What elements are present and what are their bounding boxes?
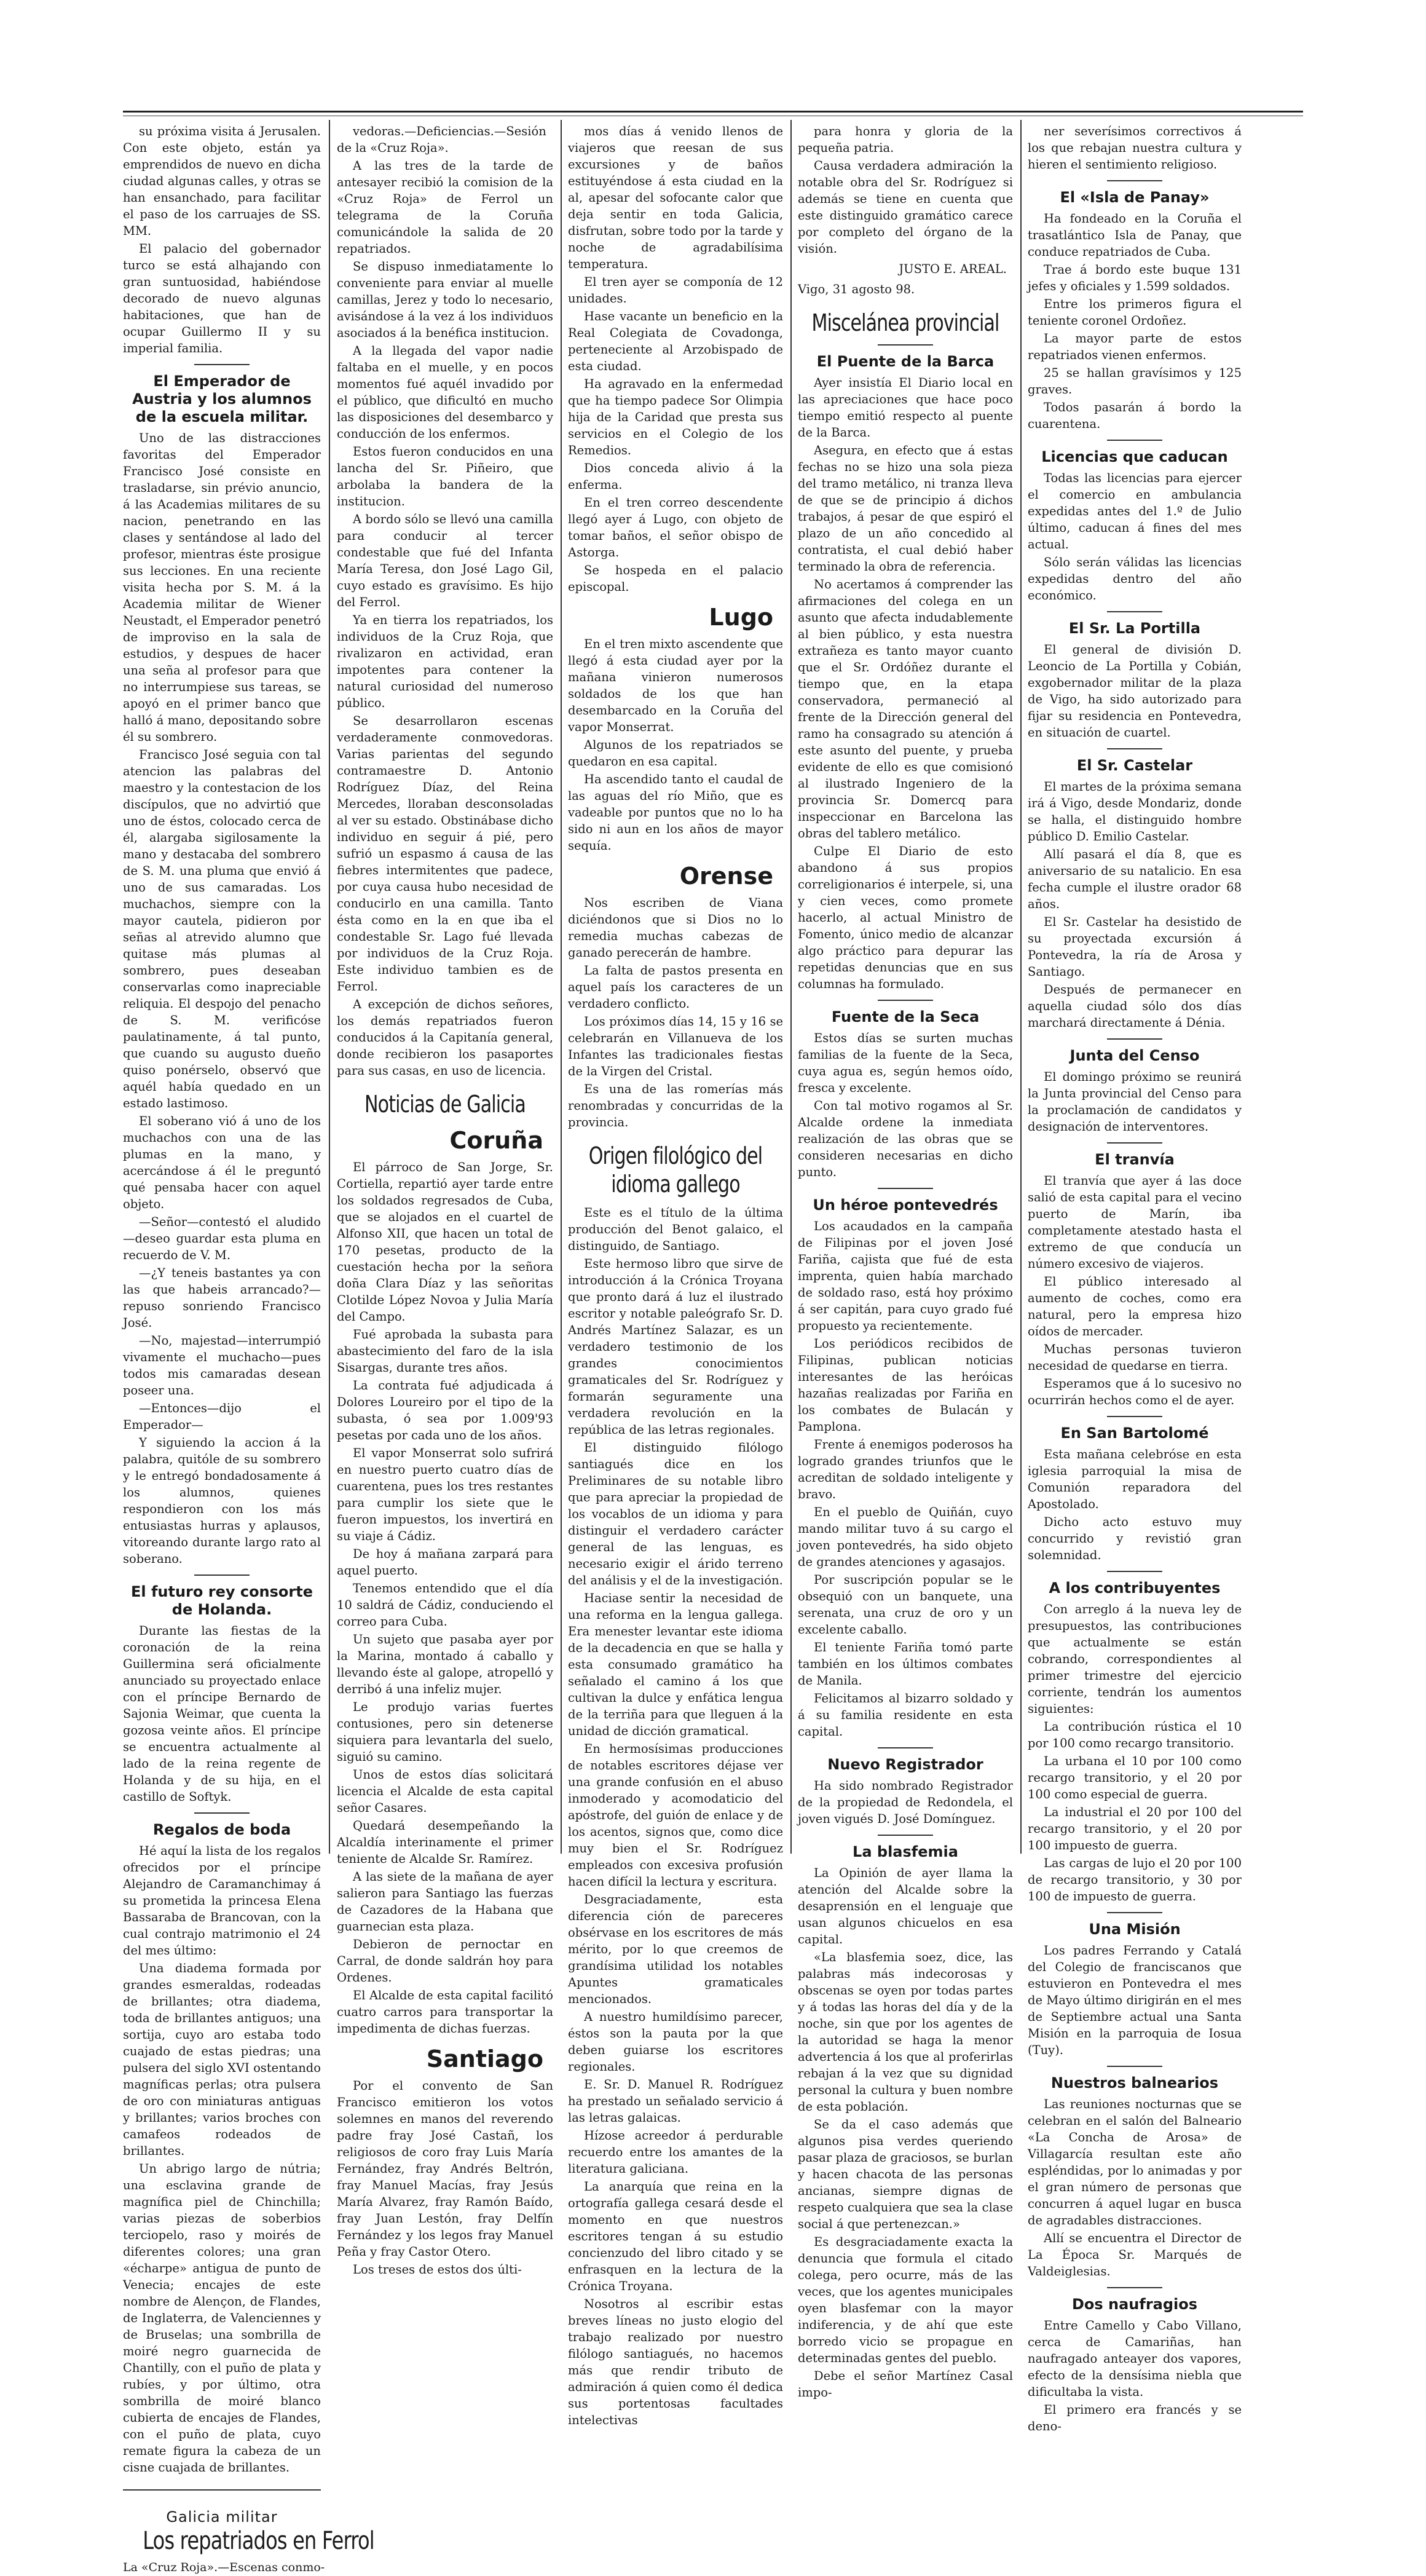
paragraph: Frente á enemigos poderosos ha logrado grandes triunfos que le acreditan de soldado inteligente y bravo.: [798, 1437, 1013, 1501]
paragraph: La urbana el 10 por 100 como recargo transitorio, y el 20 por 100 como especial de guerra.: [1028, 1754, 1242, 1801]
paragraph: Algunos de los repatriados se quedaron en esa capital.: [568, 738, 783, 768]
paragraph: mos días á venido llenos de viajeros que reesan de sus excursiones y de baños estituyéndose á esta ciudad en la al, apesar del sofocante calor que deja sentir en toda Galicia, disfrutan, sobre todo por la tarde y noche de agradabilísima temperatura.: [568, 124, 783, 271]
heading-rule: [878, 1747, 933, 1748]
paragraph: Esta mañana celebróse en esta iglesia parroquial la misa de Comunión reparadora del Apostolado.: [1028, 1447, 1242, 1511]
paragraph: Una diadema formada por grandes esmeraldas, rodeadas de brillantes; otra diadema, toda de brillantes antiguos; una sortija, cuyo aro estaba todo cuajado de estas piedras; una pulsera del siglo XVI ostentando magníficas perlas; otra pulsera de oro con miniaturas antiguas y brillantes; varios broches con camafeos rodeados de brillantes.: [123, 1961, 321, 2158]
heading-rule: [1107, 1416, 1162, 1417]
article-heading: El Sr. La Portilla: [1068, 620, 1201, 637]
article-heading: Dos naufragios: [1071, 2296, 1198, 2313]
paragraph: Hé aquí la lista de los regalos ofrecidos por el príncipe Alejandro de Caramanchimay á su prometida la princesa Elena Bassaraba de Brancovan, con la cual contrajo matrimonio el 24 del mes último:: [123, 1844, 321, 1958]
paragraph: Nosotros al escribir estas breves líneas no justo elogio del trabajo realizado por nuestro filólogo santiagués, no hacemos más que rendir tributo de admiración á quien como él dedica sus portentosas facultades intelectivas: [568, 2297, 783, 2427]
paragraph: Ha fondeado en la Coruña el trasatlántico Isla de Panay, que conduce repatriados de Cuba.: [1028, 211, 1242, 259]
paragraph: E. Sr. D. Manuel R. Rodríguez ha prestado un señalado servicio á las letras galaicas.: [568, 2077, 783, 2125]
paragraph: Con arreglo á la nueva ley de presupuestos, las contribuciones que actualmente se están cobrando, correspondientes al primer trimestre del ejercicio corriente, tendrán los aumentos siguientes:: [1028, 1602, 1242, 1716]
paragraph: Se da el caso además que algunos pisa verdes queriendo pasar plaza de graciosos, se burlan y hacen chacota de las personas ancianas, siempre dignas de respeto cualquiera que sea la clase social á que pertenezcan.»: [798, 2117, 1013, 2231]
paragraph: En el tren mixto ascendente que llegó á esta ciudad ayer por la mañana vinieron numerosos soldados de los que han desembarcado en la Coruña del vapor Monserrat.: [568, 637, 783, 734]
paragraph: Ha sido nombrado Registrador de la propiedad de Redondela, el joven vigués D. José Domínguez.: [798, 1779, 1013, 1826]
section-kicker: Galicia militar: [166, 2508, 278, 2526]
paragraph: La contrata fué adjudicada á Dolores Loureiro por el tipo de la subasta, ó sea por 1.009'93 pesetas por cada uno de los años.: [337, 1378, 553, 1442]
section-heading: Noticias de Galicia: [364, 1091, 526, 1118]
paragraph: A excepción de dichos señores, los demás repatriados fueron conducidos á la Capitanía general, donde recibieron los pasaportes para sus casas, en uso de licencia.: [337, 997, 553, 1078]
article-heading: Licencias que caducan: [1041, 448, 1228, 465]
paragraph: Tenemos entendido que el día 10 saldrá de Cádiz, conduciendo el correo para Cuba.: [337, 1581, 553, 1629]
paragraph: Esperamos que á lo sucesivo no ocurrirán hechos como el de ayer.: [1028, 1377, 1242, 1407]
article-heading: A los contribuyentes: [1049, 1579, 1221, 1597]
article-heading: Nuestros balnearios: [1050, 2074, 1219, 2092]
paragraph: Allí se encuentra el Director de La Época Sr. Marqués de Valdeiglesias.: [1028, 2231, 1242, 2278]
column-1: [123, 123, 374, 2574]
paragraph: En el tren correo descendente llegó ayer á Lugo, con objeto de tomar baños, el señor obispo de Astorga.: [568, 496, 783, 559]
paragraph: —Señor—contestó el aludido—deseo guardar esta pluma en recuerdo de V. M.: [123, 1215, 321, 1262]
paragraph: Es desgraciadamente exacta la denuncia que formula el citado colega, pero ocurre, más de las veces, que los agentes municipales oyen blasfemar con la mayor indiferencia, y de ahí que este borredo vicio se propague en determinadas gentes del pueblo.: [798, 2235, 1013, 2365]
paragraph: Las reuniones nocturnas que se celebran en el salón del Balneario «La Concha de Arosa» de Villagarcía resultan este año espléndidas, por lo animadas y por el gran número de personas que concurren á aquel lugar en busca de agradables distracciones.: [1028, 2097, 1242, 2227]
paragraph: Hízose acreedor á perdurable recuerdo entre los amantes de la literatura galiciana.: [568, 2128, 783, 2176]
paragraph: Haciase sentir la necesidad de una reforma en la lengua gallega. Era menester levantar este idioma de la decadencia en que se halla y esta consumado gramático ha señalado el camino á los que cultivan la dulce y enfática lengua de la terriña para que lleguen á la unidad de dicción gramatical.: [568, 1591, 783, 1738]
paragraph: Dios conceda alivio á la enferma.: [568, 461, 783, 492]
paragraph: Muchas personas tuvieron necesidad de quedarse en tierra.: [1028, 1342, 1242, 1373]
article-heading: El «Isla de Panay»: [1060, 189, 1210, 206]
paragraph: En el pueblo de Quiñán, cuyo mando militar tuvo á su cargo el joven pontevedrés, ha sido objeto de grandes atenciones y agasajos.: [798, 1505, 1013, 1569]
section-heading: Origen filológico del idioma gallego: [588, 1142, 763, 1198]
paragraph: La Opinión de ayer llama la atención del Alcalde sobre la desaprensión en el lenguaje que usan algunos chicuelos en esa capital.: [798, 1866, 1013, 1946]
paragraph: Los periódicos recibidos de Filipinas, publican noticias interesantes de las heróicas hazañas realizadas por Fariña en los combates de Bulacán y Pamplona.: [798, 1337, 1013, 1434]
paragraph: Dicho acto estuvo muy concurrido y revistió gran solemnidad.: [1028, 1515, 1242, 1562]
paragraph: Felicitamos al bizarro soldado y á su familia residente en esta capital.: [798, 1691, 1013, 1739]
column-3: [568, 123, 783, 2427]
heading-rule: [1107, 440, 1162, 441]
paragraph: El tren ayer se componía de 12 unidades.: [568, 275, 783, 306]
column-divider: [790, 120, 792, 1854]
paragraph: Trae á bordo este buque 131 jefes y oficiales y 1.599 soldados.: [1028, 263, 1242, 293]
paragraph: Fué aprobada la subasta para abastecimiento del faro de la isla Sisargas, durante tres años.: [337, 1327, 553, 1375]
paragraph: En hermosísimas producciones de notables escritores déjase ver una grande confusión en el abuso inmoderado y acomodaticio del apóstrofe, del guión de enlace y de los acentos, signos que, como dice muy bien el Sr. Rodríguez empleados con excesiva profusión hacen difícil la lectura y escritura.: [568, 1742, 783, 1889]
paragraph: La contribución rústica el 10 por 100 como recargo transitorio.: [1028, 1720, 1242, 1750]
heading-rule: [878, 344, 933, 346]
heading-rule: [194, 1812, 250, 1814]
paragraph: De hoy á mañana zarpará para aquel puerto.: [337, 1547, 553, 1578]
article-heading: Junta del Censo: [1070, 1047, 1200, 1064]
paragraph: El teniente Fariña tomó parte también en los últimos combates de Manila.: [798, 1640, 1013, 1688]
article-heading: Nuevo Registrador: [827, 1756, 983, 1773]
separator: [123, 2489, 321, 2491]
paragraph: El distinguido filólogo santiagués dice en los Preliminares de su notable libro que para apreciar la propiedad de los vocablos de un idioma y para distinguir el verdadero carácter general de las lenguas, es necesario exigir el árido terreno del análisis y el de la investigación.: [568, 1440, 783, 1587]
paragraph: Asegura, en efecto que á estas fechas no se hizo una sola pieza del tramo metálico, ni tranza lleva de que se de principio á dichos trabajos, á pesar de que espiró el plazo de un año concedido al contratista, el cual debió haber terminado la obra de referencia.: [798, 443, 1013, 574]
paragraph: La anarquía que reina en la ortografía gallega cesará desde el momento en que nuestros escritores tengan á su estudio concienzudo del libro citado y se enfrasquen en la lectura de la Crónica Troyana.: [568, 2179, 783, 2293]
paragraph: El palacio del gobernador turco se está alhajando con gran suntuosidad, habiéndose decorado de nuevo algunas habitaciones, que han de ocupar Guillermo II y su imperial familia.: [123, 242, 321, 355]
paragraph: Culpe El Diario de esto abandono á sus propios correligionarios é interpele, si, una y cien veces, como promete hacerlo, al actual Ministro de Fomento, único medio de alcanzar algo práctico para depurar las repetidas denuncias que en sus columnas ha formulado.: [798, 844, 1013, 991]
paragraph: Desgraciadamente, esta diferencia ción de pareceres obsérvase en los escritores de más mérito, por lo que creemos de grandísima utilidad los notables Apuntes gramaticales mencionados.: [568, 1892, 783, 2006]
paragraph: No acertamos á comprender las afirmaciones del colega en un asunto que afecta indudablemente al bien público, y esta nuestra extrañeza es tanto mayor cuanto que el Sr. Ordóñez durante el tiempo que, en la etapa conservadora, permaneció al frente de la Dirección general del ramo ha consagrado su atención á este asunto del puente, y prueba evidente de ello es que comisionó al ilustrado Ingeniero de la provincia Sr. Domercq para inspeccionar en Barcelona las obras del tablero metálico.: [798, 577, 1013, 840]
paragraph: Ayer insistía El Diario local en las apreciaciones que hace poco tiempo emitió respecto al puente de la Barca.: [798, 376, 1013, 440]
paragraph: Los acaudados en la campaña de Filipinas por el joven José Fariña, cajista que fué de esta imprenta, quien había marchado de soldado raso, está hoy próximo á ser capitán, para cuyo grado fué propuesto ya recientemente.: [798, 1219, 1013, 1333]
paragraph: Un abrigo largo de nútria; una esclavina grande de magnífica piel de Chinchilla; varias piezas de soberbios terciopelo, raso y moirés de diferentes colores; una gran «écharpe» antigua de punto de Venecia; encajes de este nombre de Alençon, de Flandes, de Inglaterra, de Valenciennes y de Bruselas; una sombrilla de moiré negro guarnecida de Chantilly, con el puño de plata y rubíes, y por último, otra sombrilla de moiré blanco cubierta de encajes de Flandes, con el puño de plata, cuyo remate figura la cabeza de un cisne cuajada de brillantes.: [123, 2162, 321, 2475]
paragraph: El general de división D. Leoncio de La Portilla y Cobián, exgobernador militar de la plaza de Vigo, ha sido autorizado para fijar su residencia en Pontevedra, en situación de cuartel.: [1028, 642, 1242, 740]
paragraph: ner severísimos correctivos á los que rebajan nuestra cultura y hieren el sentimiento religioso.: [1028, 124, 1242, 172]
paragraph: A las siete de la mañana de ayer salieron para Santiago las fuerzas de Cazadores de la Habana que guarnecian esta plaza.: [337, 1870, 553, 1934]
article-heading: El Puente de la Barca: [816, 353, 995, 370]
paragraph: A las tres de la tarde de antesayer recibió la comision de la «Cruz Roja» de Ferrol un telegrama de la Coruña comunicándole la salida de 20 repatriados.: [337, 159, 553, 256]
column-4: [798, 123, 1013, 2400]
paragraph: Todas las licencias para ejercer el comercio en ambulancia expedidas antes del 1.º de Julio último, caducan á fines del mes actual.: [1028, 471, 1242, 551]
article-heading: Regalos de boda: [152, 1821, 291, 1838]
subheadline: La «Cruz Roja».—Escenas conmo-: [123, 2561, 325, 2574]
author-signature: JUSTO E. AREAL.: [899, 262, 1007, 276]
heading-rule: [1107, 611, 1162, 612]
paragraph: Los padres Ferrando y Catalá del Colegio de franciscanos que estuvieron en Pontevedra el mes de Mayo último dirigirán en el mes de Septiembre actual una Santa Misión en la parroquia de Iosua (Tuy).: [1028, 1943, 1242, 2057]
paragraph: para honra y gloria de la pequeña patria.: [798, 124, 1013, 155]
paragraph: Los treses de estos dos últi-: [353, 2262, 522, 2277]
paragraph: El público interesado al aumento de coches, como era natural, pero la empresa hizo oídos de mercader.: [1028, 1274, 1242, 1338]
paragraph: El primero era francés y se deno-: [1028, 2403, 1242, 2433]
heading-rule: [194, 1574, 250, 1576]
paragraph: 25 se hallan gravísimos y 125 graves.: [1028, 366, 1242, 397]
paragraph: El tranvía que ayer á las doce salió de esta capital para el vecino puerto de Marín, iba completamente atestado hasta el extremo de que conducía un número excesivo de viajeros.: [1028, 1174, 1242, 1271]
paragraph: Durante las fiestas de la coronación de la reina Guillermina será oficialmente anunciado su proyectado enlace con el príncipe Bernardo de Sajonia Weimar, que cuenta la gozosa veinte años. El príncipe se encuentra actualmente al lado de la reina regente de Holanda y de su hija, en el castillo de Softyk.: [123, 1624, 321, 1804]
paragraph: —Entonces—dijo el Emperador—: [123, 1401, 321, 1432]
paragraph: A la llegada del vapor nadie faltaba en el muelle, y en pocos momentos fué aquél invadido por el público, que dificultó en mucho las disposiciones del desembarco y conducción de los enfermos.: [337, 344, 553, 441]
paragraph: Se dispuso inmediatamente lo conveniente para enviar al muelle camillas, Jerez y todo lo necesario, avisándose á la vez á los individuos asociados á la benéfica institucion.: [337, 259, 553, 340]
article-heading: El Emperador de Austria y los alumnos de la escuela militar.: [132, 373, 312, 425]
paragraph: Por suscripción popular se le obsequió con un banquete, una serenata, una cruz de oro y un excelente caballo.: [798, 1573, 1013, 1637]
paragraph: Hase vacante un beneficio en la Real Colegiata de Covadonga, perteneciente al Arzobispado de esta ciudad.: [568, 309, 783, 373]
paragraph: —¿Y teneis bastantes ya con las que habeis arrancado?—repuso sonriendo Francisco José.: [123, 1266, 321, 1330]
article-heading: El Sr. Castelar: [1076, 757, 1193, 774]
column-divider: [1020, 120, 1022, 1854]
paragraph: Se hospeda en el palacio episcopal.: [568, 563, 783, 594]
paragraph: El martes de la próxima semana irá á Vigo, desde Mondariz, donde se halla, el distinguido hombre público D. Emilio Castelar.: [1028, 780, 1242, 844]
section-heading: Miscelánea provincial: [811, 309, 999, 336]
heading-rule: [1107, 180, 1162, 181]
heading-rule: [878, 1188, 933, 1189]
heading-rule: [1107, 1038, 1162, 1040]
paragraph: Francisco José seguia con tal atencion las palabras del maestro y la contestacion de los discípulos, que no advirtió que uno de éstos, colocado cerca de él, alargaba sigilosamente la mano y destacaba del sombrero de S. M. una pluma que envió á uno de sus camaradas. Los muchachos, siempre con la mayor cautela, pidieron por señas al atrevido alumno que quitase más plumas al sombrero, pues deseaban conservarlas como inapreciable reliquia. El despojo del penacho de S. M. verificóse paulatinamente, á tal punto, que cuando su augusto dueño quiso ponérselo, observó que aquél había quedado en un estado lastimoso.: [123, 748, 321, 1110]
paragraph: A bordo sólo se llevó una camilla para conducir al tercer condestable que fué del Infanta María Teresa, don José Lago Gil, cuyo estado es gravísimo. Es hijo del Ferrol.: [337, 512, 553, 609]
paragraph: El soberano vió á uno de los muchachos con una de las plumas en la mano, y acercándose á él le preguntó qué pensaba hacer con aquel objeto.: [123, 1114, 321, 1211]
heading-rule: [1107, 1571, 1162, 1572]
paragraph: Ya en tierra los repatriados, los individuos de la Cruz Roja, que rivalizaron en actividad, eran impotentes para contener la natural curiosidad del numeroso público.: [337, 613, 553, 710]
heading-rule: [878, 1835, 933, 1836]
paragraph: Y siguiendo la accion á la palabra, quitóle de su sombrero y le entregó bondadosamente á los alumnos, quienes respondieron con los más entusiastas hurras y aplausos, vitoreando durante largo rato al soberano.: [123, 1436, 321, 1566]
top-rule: [123, 111, 1303, 113]
city-heading: Coruña: [449, 1127, 543, 1154]
paragraph: Ha agravado en la enfermedad que ha tiempo padece Sor Olimpia hija de la Caridad que presta sus servicios en el Colegio de los Remedios.: [568, 377, 783, 457]
heading-rule: [878, 1000, 933, 1001]
paragraph: Sólo serán válidas las licencias expedidas dentro del año económico.: [1028, 555, 1242, 603]
paragraph: La falta de pastos presenta en aquel país los caracteres de un verdadero conflicto.: [568, 963, 783, 1011]
paragraph: Quedará desempeñando la Alcaldía interinamente el primer teniente de Alcalde Sr. Ramírez.: [337, 1819, 553, 1866]
article-heading: Una Misión: [1089, 1921, 1181, 1938]
paragraph: Este es el título de la última producción del Benot galaico, el distinguido, de Santiago.: [568, 1206, 783, 1253]
paragraph: Todos pasarán á bordo la cuarentena.: [1028, 400, 1242, 431]
paragraph: Las cargas de lujo el 20 por 100 de recargo transitorio, y 30 por 100 de impuesto de guerra.: [1028, 1856, 1242, 1903]
column-2: [337, 123, 553, 2277]
paragraph: Entre Camello y Cabo Villano, cerca de Camariñas, han naufragado anteayer dos vapores, efecto de la densísima niebla que dificultaba la vista.: [1028, 2318, 1242, 2399]
heading-rule: [1107, 2066, 1162, 2067]
article-heading: La blasfemia: [853, 1843, 958, 1860]
paragraph: Le produjo varias fuertes contusiones, pero sin detenerse siquiera para levantarla del suelo, siguió su camino.: [337, 1700, 553, 1764]
paragraph: Ha ascendido tanto el caudal de las aguas del río Miño, que es vadeable por puntos que no lo ha sido ni aun en los años de mayor sequía.: [568, 772, 783, 853]
paragraph: Debieron de pernoctar en Carral, de donde saldrán hoy para Ordenes.: [337, 1937, 553, 1985]
column-5: [1028, 123, 1242, 2433]
headline: Los repatriados en Ferrol: [143, 2527, 374, 2555]
paragraph: Después de permanecer en aquella ciudad sólo dos días marchará directamente á Dénia.: [1028, 982, 1242, 1030]
paragraph: La mayor parte de estos repatriados vienen enfermos.: [1028, 331, 1242, 362]
article-heading: En San Bartolomé: [1060, 1424, 1209, 1442]
heading-rule: [1107, 748, 1162, 749]
column-divider: [329, 120, 330, 1854]
paragraph: Unos de estos días solicitará licencia el Alcalde de esta capital señor Casares.: [337, 1768, 553, 1815]
city-heading: Lugo: [709, 604, 773, 631]
paragraph: su próxima visita á Jerusalen. Con este objeto, están ya emprendidos de nuevo en dicha ciudad algunas calles, y otras se han ensanchado, para facilitar el paso de los carruajes de SS. MM.: [123, 124, 321, 238]
paragraph: Con tal motivo rogamos al Sr. Alcalde ordene la inmediata realización de las obras que se consideren necesarias en dicho punto.: [798, 1099, 1013, 1179]
paragraph: «La blasfemia soez, dice, las palabras más indecorosas y obscenas se oyen por todas partes y á todas las horas del día y de la noche, sin que por los agentes de la autoridad se haga la menor advertencia á los que al proferirlas rebajan á la vez que su dignidad personal la cultura y buen nombre de esta población.: [798, 1950, 1013, 2114]
paragraph: vedoras.—Deficiencias.—Sesión de la «Cruz Roja».: [337, 124, 546, 155]
paragraph: Los próximos días 14, 15 y 16 se celebrarán en Villanueva de los Infantes las tradicionales fiestas de la Virgen del Cristal.: [568, 1014, 783, 1078]
paragraph: Se desarrollaron escenas verdaderamente conmovedoras. Varias parientas del segundo contramaestre D. Antonio Rodríguez Díaz, del Reina Mercedes, lloraban desconsoladas al ver su estado. Obstinábase dicho individuo en seguir á pié, pero sufrió un espasmo á causa de las fiebres intermitentes que padece, por cuya causa hubo necesidad de conducirlo en una camilla. Tanto ésta como en la en que iba el condestable Sr. Lago fué llevada por individuos de la Cruz Roja. Este individuo tambien es de Ferrol.: [337, 714, 553, 994]
heading-rule: [1107, 1912, 1162, 1913]
paragraph: Causa verdadera admiración la notable obra del Sr. Rodríguez si además se tiene en cuenta que este distinguido gramático carece por completo del órgano de la visión.: [798, 159, 1013, 256]
heading-rule: [1107, 2287, 1162, 2288]
city-heading: Orense: [679, 863, 773, 890]
paragraph: Entre los primeros figura el teniente coronel Ordoñez.: [1028, 297, 1242, 328]
heading-rule: [194, 364, 250, 365]
paragraph: A nuestro humildísimo parecer, éstos son la pauta por la que deben guiarse los escritores regionales.: [568, 2010, 783, 2074]
paragraph: Estos días se surten muchas familias de la fuente de la Seca, cuya agua es, según hemos oído, fresca y excelente.: [798, 1031, 1013, 1095]
paragraph: El párroco de San Jorge, Sr. Cortiella, repartió ayer tarde entre los soldados regresados de Cuba, que se alojados en el cuartel de Alfonso XII, que hacen un total de 170 pesetas, producto de la cuestación hecha por la señora doña Clara Díaz y las señoritas Clotilde López Novoa y Julia María del Campo.: [337, 1160, 553, 1324]
heading-rule: [1107, 1142, 1162, 1144]
paragraph: Nos escriben de Viana diciéndonos que si Dios no lo remedia muchas cabezas de ganado perecerán de hambre.: [568, 896, 783, 960]
paragraph: Es una de las romerías más renombradas y concurridas de la provincia.: [568, 1082, 783, 1129]
paragraph: El Alcalde de esta capital facilitó cuatro carros para transportar la impedimenta de dichas fuerzas.: [337, 1988, 553, 2036]
article-heading: El tranvía: [1095, 1151, 1175, 1168]
paragraph: El domingo próximo se reunirá la Junta provincial del Censo para la proclamación de candidatos y designación de interventores.: [1028, 1070, 1242, 1134]
paragraph: Por el convento de San Francisco emitieron los votos solemnes en manos del reverendo padre fray José Castañ, los religiosos de coro fray Luis María Fernández, fray Andrés Beltrón, fray Manuel Macías, fray Jesús María Alvarez, fray Ramón Baído, fray Juan Lestón, fray Delfín Fernández y los legos fray Manuel Peña y fray Castor Otero.: [337, 2079, 553, 2259]
paragraph: —No, majestad—interrumpió vivamente el muchacho—pues todos mis camaradas desean poseer una.: [123, 1333, 321, 1397]
city-heading: Santiago: [426, 2045, 543, 2072]
paragraph: Estos fueron conducidos en una lancha del Sr. Piñeiro, que arbolaba la bandera de la institucion.: [337, 444, 553, 508]
article-heading: Un héroe pontevedrés: [813, 1196, 998, 1214]
paragraph: El vapor Monserrat solo sufrirá en nuestro puerto cuatro días de cuarentena, pues los tres restantes para cumplir los siete que le fueron impuestos, los invertirá en su viaje á Cádiz.: [337, 1446, 553, 1543]
paragraph: El Sr. Castelar ha desistido de su proyectada excursión á Pontevedra, la ría de Arosa y Santiago.: [1028, 915, 1242, 979]
paragraph: Allí pasará el día 8, que es aniversario de su natalicio. En esa fecha cumple el ilustre orador 68 años.: [1028, 847, 1242, 911]
paragraph: Este hermoso libro que sirve de introducción á la Crónica Troyana que pronto dará á luz el ilustrado escritor y notable paleógrafo Sr. D. Andrés Martínez Salazar, es un verdadero testimonio de los grandes conocimientos gramaticales del Sr. Rodríguez y formarán seguramente una verdadera revolución en la república de las letras regionales.: [568, 1257, 783, 1437]
paragraph: Uno de las distracciones favoritas del Emperador Francisco José consiste en trasladarse, sin prévio anuncio, á las Academias militares de su nacion, penetrando en las clases y sentándose al lado del profesor, mientras éste prosigue sus lecciones. En una reciente visita hecha por S. M. á la Academia militar de Wiener Neustadt, el Emperador penetró de improviso en la sala de estudios, y despues de hacer una seña al profesor para que no interrumpiese sus tareas, se apoyó en el primer banco que halló á mano, depositando sobre él su sombrero.: [123, 431, 321, 744]
dateline: Vigo, 31 agosto 98.: [798, 282, 915, 296]
article-heading: Fuente de la Seca: [831, 1008, 980, 1025]
article-heading: El futuro rey consorte de Holanda.: [130, 1583, 313, 1618]
paragraph: Un sujeto que pasaba ayer por la Marina, montado á caballo y llevando éste al galope, atropelló y derribó á una infeliz mujer.: [337, 1632, 553, 1696]
paragraph: La industrial el 20 por 100 del recargo transitorio, y el 20 por 100 impuesto de guerra.: [1028, 1805, 1242, 1852]
paragraph: Debe el señor Martínez Casal impo-: [798, 2369, 1013, 2400]
column-divider: [561, 120, 562, 1854]
